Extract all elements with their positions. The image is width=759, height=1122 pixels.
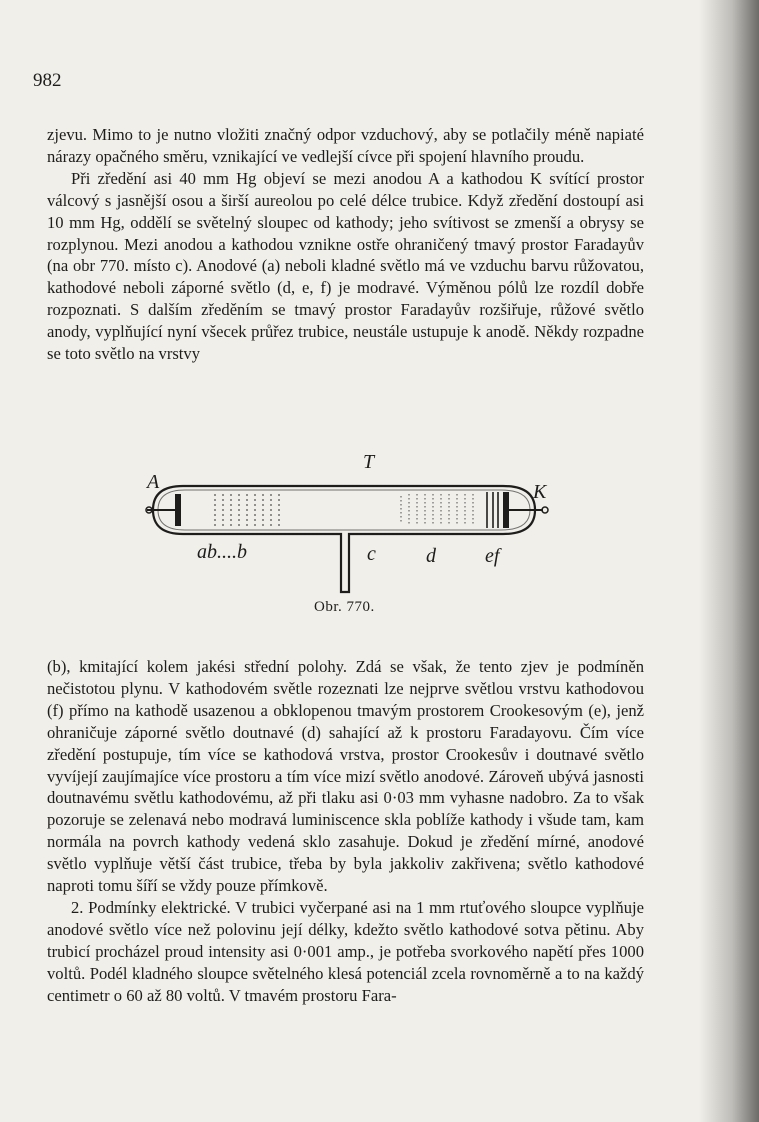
page-number: 982	[33, 70, 62, 91]
text-block-bottom	[47, 656, 644, 1007]
label-a: A	[147, 471, 160, 493]
discharge-tube-drawing	[143, 446, 563, 596]
scan-edge-shadow	[699, 0, 759, 1122]
figure-caption: Obr. 770.	[314, 599, 375, 615]
label-a-b: ab....b	[197, 541, 247, 563]
label-d: d	[426, 545, 436, 567]
text-block-top	[47, 124, 644, 365]
label-t: T	[363, 451, 375, 473]
label-c: c	[367, 543, 376, 565]
paragraph: (b), kmitající kolem jakési střední polohy. Zdá se však, že tento zjev je podmíněn nečistotou plynu. V kathodovém světle rozeznati lze nejprve světlou vrstvu kathodovou (f) přímo na kathodě usazenou a obklopenou tmavým prostorem Crookesovým (e), jenž ohraničuje záporné světlo doutnavé (d) sahající až k prostoru Faradayovu. Čím více zředění postupuje, tím více se kathodová vrstva, prostor Crookesův i doutnavé světlo vyvíjejí zaujímajíce více prostoru a tím více mizí světlo anodové. Zároveň ubývá jasnosti doutnavému světlu kathodovému, až při tlaku asi 0·03 mm vyhasne nadobro. Za to však pozoruje se zelenavá nebo modravá luminiscence skla poblíže kathody i všude tam, kam normála na povrch kathody vedená sklo zasahuje. Dokud je zředění mírné, anodové světlo vyplňuje větší část trubice, třeba by byla jakkoliv zakřivena; světlo kathodové naproti tomu šíří se vždy pouze přímkově.	[47, 657, 644, 896]
figure-770	[143, 446, 563, 646]
paragraph: zjevu. Mimo to je nutno vložiti značný odpor vzduchový, aby se potlačily méně napiaté nárazy opačného směru, vznikající ve vedlejší cívce při spojení hlavního proudu.	[47, 125, 644, 166]
paragraph: Při zředění asi 40 mm Hg objeví se mezi anodou A a kathodou K svítící prostor válcový s jasnější osou a širší aureolou po celé délce trubice. Když zředění dostoupí asi 10 mm Hg, oddělí se světelný sloupec od kathody; jeho svítivost se zmenší a obrysy se rozplynou. Mezi anodou a kathodou vznikne ostře ohraničený tmavý prostor Faradayův (na obr 770. místo c). Anodové (a) neboli kladné světlo má ve vzduchu barvu růžovatou, kathodové neboli záporné světlo (d, e, f) je modravé. Výměnou pólů lze rozdíl dobře rozpoznati. S dalším zředěním se tmavý prostor Faradayův rozšiřuje, růžové světlo anody, vyplňující nyní všecek průřez trubice, neustále ustupuje k anodě. Někdy rozpadne se toto světlo na vrstvy	[47, 168, 644, 364]
label-e-f: ef	[485, 545, 500, 567]
paragraph: 2. Podmínky elektrické. V trubici vyčerpané asi na 1 mm rtuťového sloupce vyplňuje anodové světlo více než polovinu její délky, kdežto světlo kathodové sotva pětinu. Aby trubicí procházel proud intensity asi 0·001 amp., je potřeba svorkového napětí přes 1000 voltů. Podél kladného sloupce světelného klesá potenciál zcela rovnoměrně a to na každý centimetr o 60 až 80 voltů. V tmavém prostoru Fara-	[47, 897, 644, 1005]
label-k: K	[533, 481, 547, 503]
